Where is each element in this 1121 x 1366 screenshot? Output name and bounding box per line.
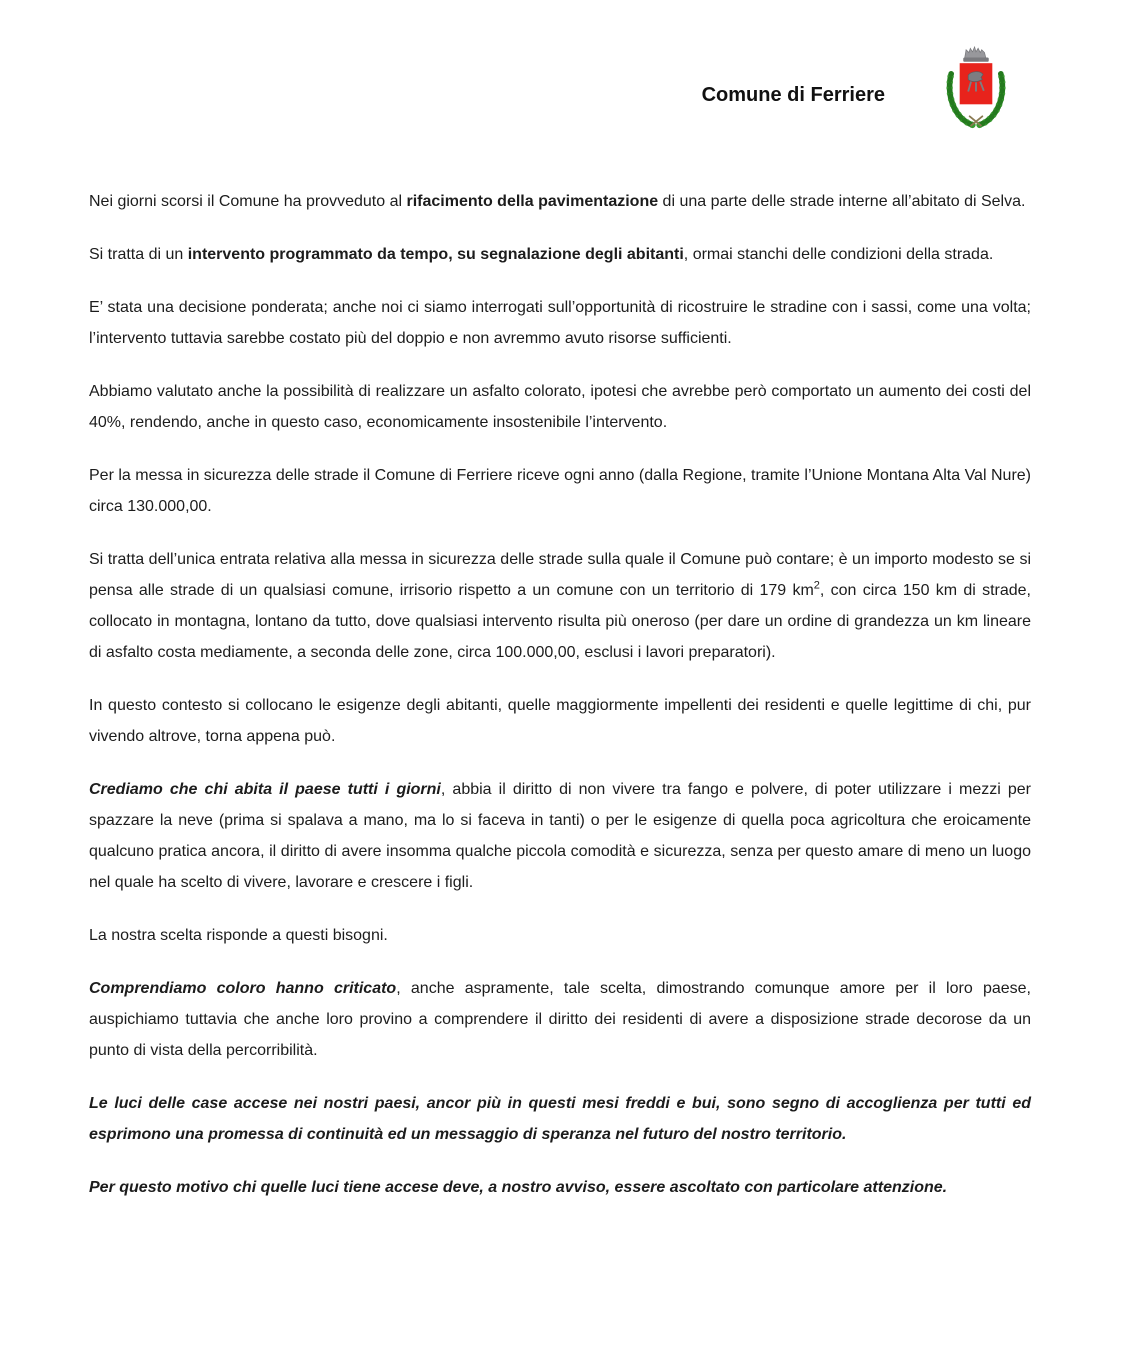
paragraph bbox=[89, 239, 1031, 270]
paragraph bbox=[89, 544, 1031, 668]
paragraph bbox=[89, 973, 1031, 1066]
text-segment: La nostra scelta risponde a questi bisogni. bbox=[89, 927, 388, 944]
text-segment: 2 bbox=[813, 579, 820, 592]
text-segment: Crediamo che chi abita il paese tutti i giorni bbox=[89, 781, 441, 798]
document-header bbox=[0, 0, 1121, 136]
paragraph bbox=[89, 1172, 1031, 1203]
paragraph bbox=[89, 460, 1031, 522]
coat-of-arms-icon bbox=[937, 40, 1015, 136]
text-segment: Per la messa in sicurezza delle strade il Comune di Ferriere riceve ogni anno (dalla Regione, tramite l’Unione Montana Alta Val Nure) circa 130.000,00. bbox=[89, 467, 1031, 515]
paragraph bbox=[89, 186, 1031, 217]
text-segment: , anche aspramente, tale scelta, dimostrando comunque amore per il loro paese, auspichiamo tuttavia che anche loro provino a comprendere il diritto dei residenti di avere a disposizione strade decorose da un punto di vista della percorribilità. bbox=[89, 980, 1032, 1059]
text-segment: Abbiamo valutato anche la possibilità di realizzare un asfalto colorato, ipotesi che avrebbe però comportato un aumento dei costi del 40%, rendendo, anche in questo caso, economicamente insostenibile l’intervento. bbox=[89, 383, 1031, 431]
text-segment: rifacimento della pavimentazione bbox=[406, 193, 659, 210]
text-segment: , ormai stanchi delle condizioni della strada. bbox=[683, 246, 994, 263]
text-segment: Comprendiamo coloro hanno criticato bbox=[89, 980, 397, 997]
text-segment: Si tratta dell’unica entrata relativa alla messa in sicurezza delle strade sulla quale il Comune può contare; è un importo modesto se si pensa alle strade di un qualsiasi comune, irrisorio rispetto a un comune con un territorio di 179 km bbox=[89, 551, 1031, 599]
text-segment: , abbia il diritto di non vivere tra fango e polvere, di poter utilizzare i mezzi per spazzare la neve (prima si spalava a mano, ma lo si faceva in tanti) o per le esigenze di quella poca agricoltura che eroicamente qualcuno pratica ancora, il diritto di avere insomma qualche piccola comodità e sicurezza, senza per questo amare di meno un luogo nel quale ha scelto di vivere, lavorare e crescere i figli. bbox=[89, 781, 1032, 891]
text-segment: Nei giorni scorsi il Comune ha provveduto al bbox=[89, 193, 407, 210]
mural-crown-icon bbox=[963, 47, 989, 62]
comune-logo bbox=[937, 40, 1015, 136]
text-segment: Per questo motivo chi quelle luci tiene accese deve, a nostro avviso, essere ascoltato con particolare attenzione. bbox=[89, 1179, 948, 1196]
paragraph bbox=[89, 292, 1031, 354]
paragraph bbox=[89, 920, 1031, 951]
document-body bbox=[0, 186, 1121, 1203]
paragraph bbox=[89, 774, 1031, 898]
text-segment: In questo contesto si collocano le esigenze degli abitanti, quelle maggiormente impellenti dei residenti e quelle legittime di chi, pur vivendo altrove, torna appena può. bbox=[89, 697, 1031, 745]
paragraph bbox=[89, 690, 1031, 752]
text-segment: di una parte delle strade interne all’abitato di Selva. bbox=[658, 193, 1026, 210]
document-title: Comune di Ferriere bbox=[701, 83, 885, 106]
text-segment: intervento programmato da tempo, su segnalazione degli abitanti bbox=[187, 246, 684, 263]
text-segment: Le luci delle case accese nei nostri paesi, ancor più in questi mesi freddi e bui, sono segno di accoglienza per tutti ed esprimono una promessa di continuità ed un messaggio di speranza nel futuro del nostro territorio. bbox=[89, 1095, 1031, 1143]
paragraph bbox=[89, 1088, 1031, 1150]
text-segment: , con circa 150 km di strade, collocato in montagna, lontano da tutto, dove qualsiasi intervento risulta più oneroso (per dare un ordine di grandezza un km lineare di asfalto costa mediamente, a seconda delle zone, circa 100.000,00, esclusi i lavori preparatori). bbox=[89, 582, 1031, 661]
text-segment: E’ stata una decisione ponderata; anche noi ci siamo interrogati sull’opportunità di ricostruire le stradine con i sassi, come una volta; l’intervento tuttavia sarebbe costato più del doppio e non avremmo avuto risorse sufficienti. bbox=[89, 299, 1031, 347]
paragraph bbox=[89, 376, 1031, 438]
text-segment: Si tratta di un bbox=[89, 246, 188, 263]
